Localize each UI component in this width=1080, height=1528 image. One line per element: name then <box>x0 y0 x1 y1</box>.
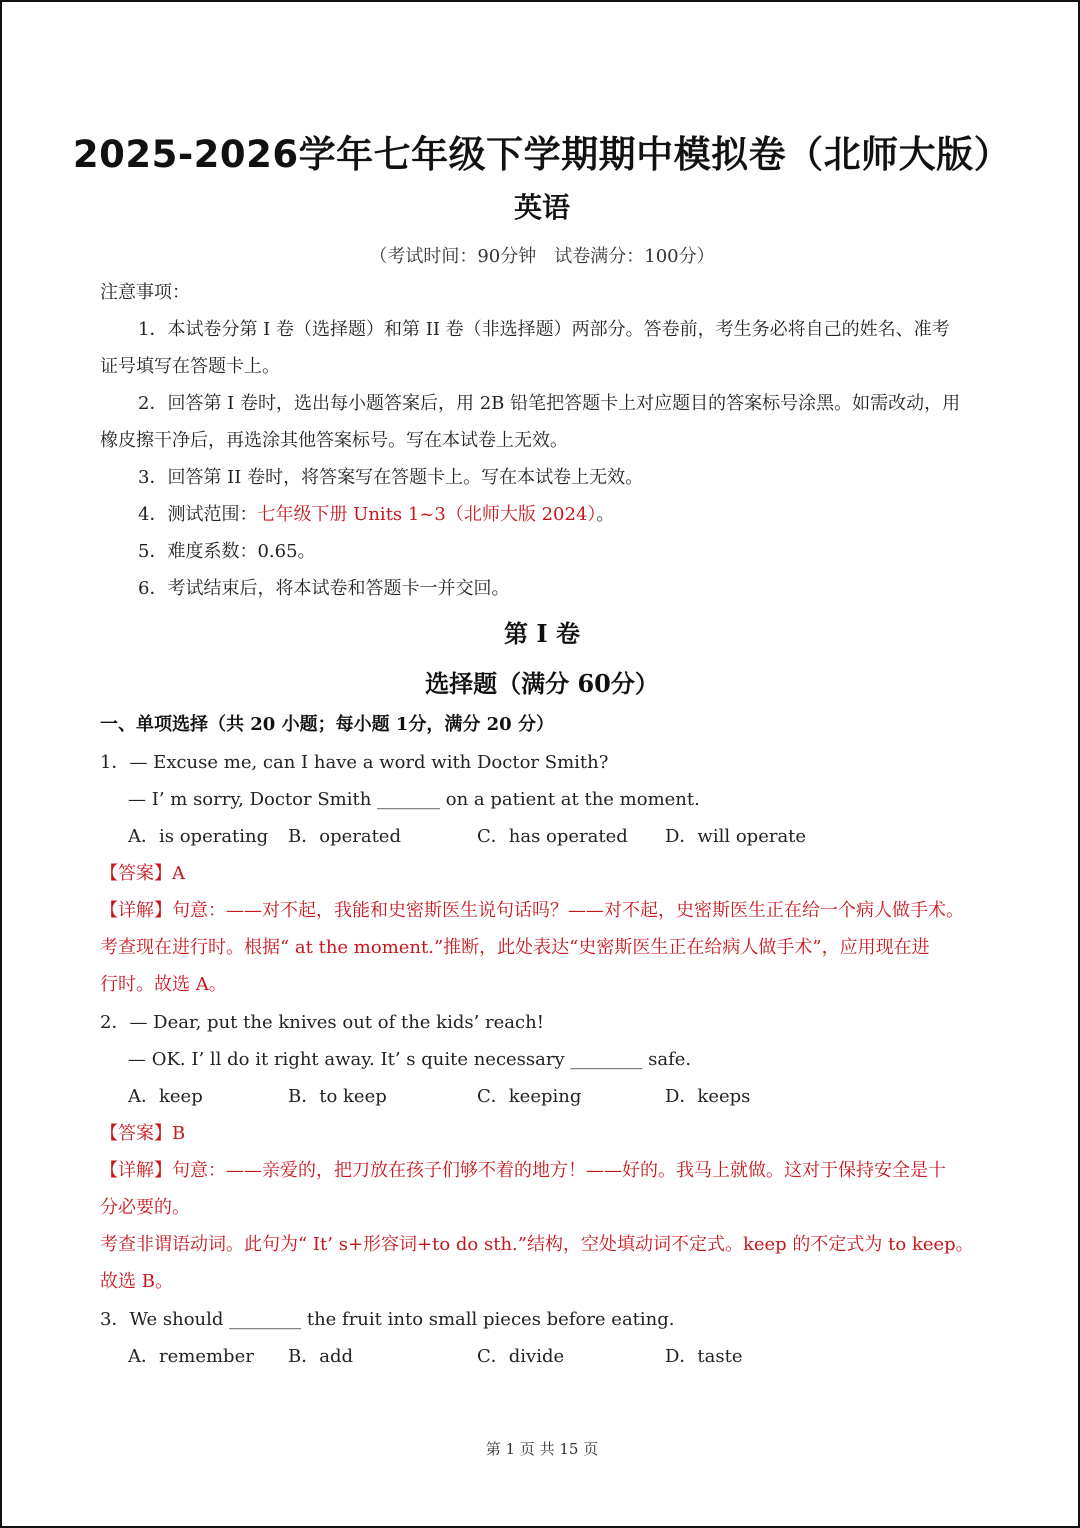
q2-answer: 【答案】B <box>100 1123 186 1144</box>
q1-option-d: D．will operate <box>665 826 807 847</box>
volume-heading: 第 I 卷 <box>504 619 580 648</box>
q1-answer: 【答案】A <box>100 863 185 884</box>
q3-option-d: D．taste <box>665 1346 743 1367</box>
exam-info: （考试时间：90分钟 试卷满分：100分） <box>369 246 715 267</box>
q3-line-1: 3．We should ________ the fruit into small pieces before eating. <box>100 1309 675 1330</box>
q2-explanation-line-2: 分必要的。 <box>100 1197 190 1218</box>
notice-item-6: 6．考试结束后，将本试卷和答题卡一并交回。 <box>138 578 510 599</box>
part-heading: 选择题（满分 60分） <box>425 669 659 698</box>
notice-item-4-prefix: 4．测试范围： <box>138 504 258 525</box>
q2-explanation-line-3: 考查非谓语动词。此句为“ It’ s+形容词+to do sth.”结构，空处填动词不定式。keep 的不定式为 to keep。 <box>100 1234 974 1255</box>
q2-option-c: C．keeping <box>477 1086 582 1107</box>
q1-line-1: 1．— Excuse me, can I have a word with Doctor Smith? <box>100 752 609 773</box>
q2-explanation-line-1: 【详解】句意：——亲爱的，把刀放在孩子们够不着的地方！——好的。我马上就做。这对于保持安全是十 <box>100 1160 946 1181</box>
q3-option-b: B．add <box>288 1346 354 1367</box>
q1-option-c: C．has operated <box>477 826 628 847</box>
q2-option-a: A．keep <box>128 1086 203 1107</box>
notice-item-3: 3．回答第 II 卷时，将答案写在答题卡上。写在本试卷上无效。 <box>138 467 644 488</box>
q2-line-2: — OK. I’ ll do it right away. It’ s quite necessary ________ safe. <box>128 1049 692 1070</box>
q2-line-1: 2．— Dear, put the knives out of the kids’ reach! <box>100 1012 544 1033</box>
notice-item-4 <box>138 502 614 528</box>
subject-title: 英语 <box>513 191 570 224</box>
q1-option-b: B．operated <box>288 826 401 847</box>
q1-explanation-line-1: 【详解】句意：——对不起，我能和史密斯医生说句话吗？——对不起，史密斯医生正在给一个病人做手术。 <box>100 900 964 921</box>
q2-option-d: D．keeps <box>665 1086 751 1107</box>
page-title: 2025-2026学年七年级下学期期中模拟卷（北师大版） <box>72 133 1012 176</box>
page-number: 第 1 页 共 15 页 <box>485 1440 599 1458</box>
notice-item-4-suffix: 。 <box>596 504 615 525</box>
test-scope: 七年级下册 Units 1~3（北师大版 2024） <box>257 504 597 525</box>
q2-option-b: B．to keep <box>288 1086 387 1107</box>
q3-option-c: C．divide <box>477 1346 565 1367</box>
q1-explanation-line-3: 行时。故选 A。 <box>100 974 227 995</box>
notice-item-2-line-1: 2．回答第 I 卷时，选出每小题答案后，用 2B 铅笔把答题卡上对应题目的答案标号涂黑。如需改动，用 <box>138 393 961 414</box>
notice-item-2-line-2: 橡皮擦干净后，再选涂其他答案标号。写在本试卷上无效。 <box>100 430 568 451</box>
notice-item-1-line-1: 1．本试卷分第 I 卷（选择题）和第 II 卷（非选择题）两部分。答卷前，考生务必将自己的姓名、准考 <box>138 319 950 340</box>
notice-heading: 注意事项： <box>100 282 190 303</box>
section-heading: 一、单项选择（共 20 小题；每小题 1分，满分 20 分） <box>100 714 554 735</box>
notice-item-5: 5．难度系数：0.65。 <box>138 541 316 562</box>
notice-item-1-line-2: 证号填写在答题卡上。 <box>100 356 280 377</box>
q3-option-a: A．remember <box>128 1346 254 1367</box>
q2-explanation-line-4: 故选 B。 <box>100 1271 173 1292</box>
q1-option-a: A．is operating <box>128 826 269 847</box>
q1-explanation-line-2: 考查现在进行时。根据“ at the moment.”推断，此处表达“史密斯医生正在给病人做手术”，应用现在进 <box>100 937 930 958</box>
q1-line-2: — I’ m sorry, Doctor Smith _______ on a patient at the moment. <box>128 789 700 810</box>
